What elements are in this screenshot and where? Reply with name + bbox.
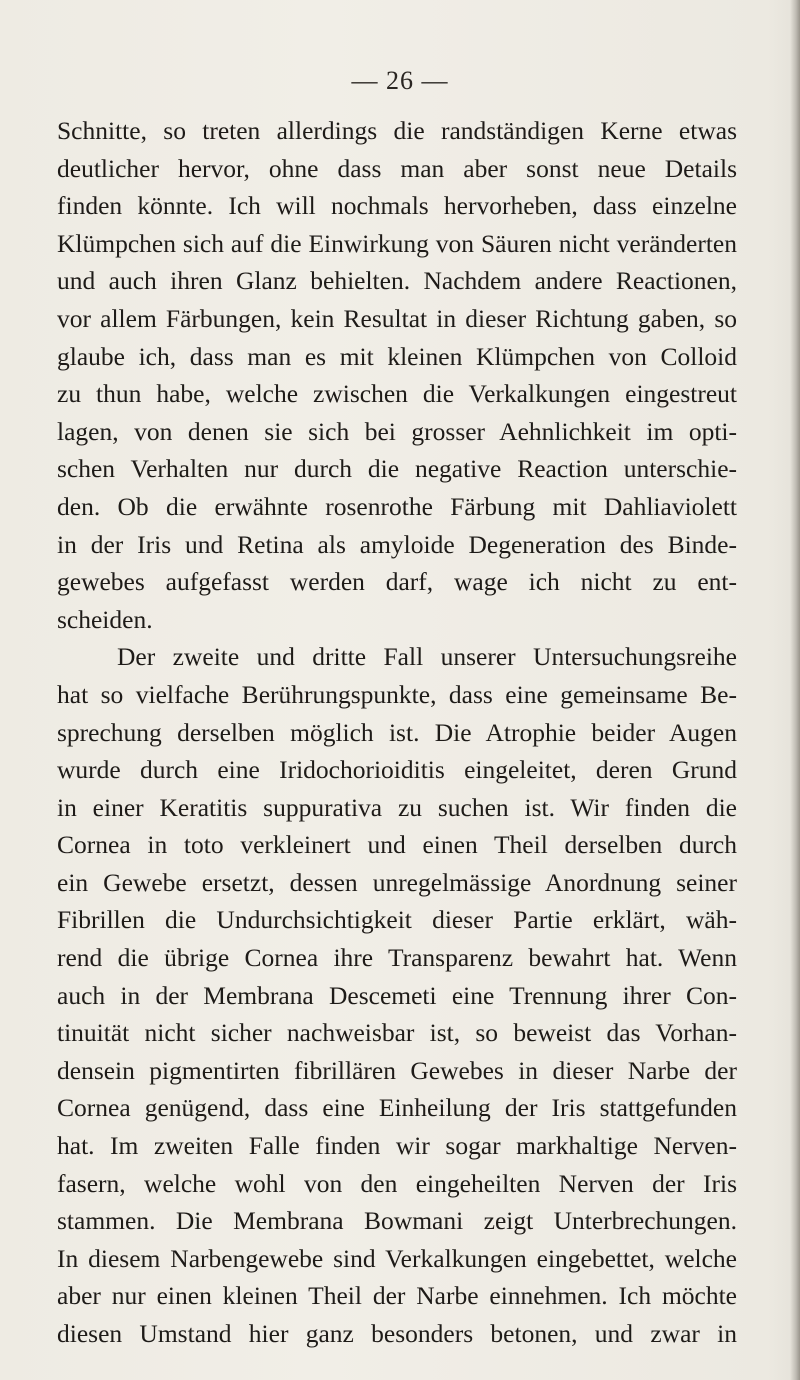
text-line: glaube ich, dass man es mit kleinen Klümpchen von Colloid: [57, 341, 737, 371]
text-line: tinuität nicht sicher nachweisbar ist, so beweist das Vorhan-: [57, 1018, 737, 1048]
text-line: Der zweite und dritte Fall unserer Untersuchungsreihe: [117, 642, 737, 672]
text-line: zu thun habe, welche zwischen die Verkalkungen eingestreut: [57, 379, 737, 409]
body-text: [57, 112, 737, 1353]
text-line: lagen, von denen sie sich bei grosser Aehnlichkeit im opti-: [57, 416, 737, 446]
text-line: diesen Umstand hier ganz besonders betonen, und zwar in: [57, 1319, 737, 1348]
text-line: in einer Keratitis suppurativa zu suchen ist. Wir finden die: [57, 792, 737, 822]
page-edge-shadow: [790, 0, 800, 1380]
text-line: finden könnte. Ich will nochmals hervorheben, dass einzelne: [57, 191, 737, 221]
text-line: hat so vielfache Berührungspunkte, dass eine gemeinsame Be-: [57, 679, 737, 709]
text-line: vor allem Färbungen, kein Resultat in dieser Richtung gaben, so: [57, 303, 737, 333]
text-line: Klümpchen sich auf die Einwirkung von Säuren nicht veränderten: [57, 228, 737, 258]
text-line: stammen. Die Membrana Bowmani zeigt Unterbrechungen.: [57, 1206, 737, 1236]
text-line: rend die übrige Cornea ihre Transparenz bewahrt hat. Wenn: [57, 943, 737, 973]
text-line: Fibrillen die Undurchsichtigkeit dieser Partie erklärt, wäh-: [57, 905, 737, 935]
text-line: scheiden.: [57, 604, 153, 634]
text-line: densein pigmentirten fibrillären Gewebes in dieser Narbe der: [57, 1055, 737, 1085]
text-line: In diesem Narbengewebe sind Verkalkungen eingebettet, welche: [57, 1243, 737, 1273]
text-line: fasern, welche wohl von den eingeheilten Nerven der Iris: [57, 1168, 737, 1198]
text-line: schen Verhalten nur durch die negative Reaction unterschie-: [57, 454, 737, 484]
text-line: auch in der Membrana Descemeti eine Trennung ihrer Con-: [57, 980, 737, 1010]
text-line: deutlicher hervor, ohne dass man aber sonst neue Details: [57, 153, 737, 183]
text-line: wurde durch eine Iridochorioiditis eingeleitet, deren Grund: [57, 755, 737, 785]
text-line: Cornea genügend, dass eine Einheilung der Iris stattgefunden: [57, 1093, 737, 1123]
text-line: ein Gewebe ersetzt, dessen unregelmässige Anordnung seiner: [57, 867, 737, 897]
text-line: Cornea in toto verkleinert und einen Theil derselben durch: [57, 830, 737, 860]
text-line: in der Iris und Retina als amyloide Degeneration des Binde-: [57, 529, 737, 559]
text-line: sprechung derselben möglich ist. Die Atrophie beider Augen: [57, 717, 737, 747]
text-line: und auch ihren Glanz behielten. Nachdem andere Reactionen,: [57, 266, 737, 296]
text-line: hat. Im zweiten Falle finden wir sogar markhaltige Nerven-: [57, 1131, 737, 1161]
text-line: gewebes aufgefasst werden darf, wage ich nicht zu ent-: [57, 567, 737, 597]
text-line: Schnitte, so treten allerdings die randständigen Kerne etwas: [57, 116, 737, 145]
text-line: aber nur einen kleinen Theil der Narbe einnehmen. Ich möchte: [57, 1281, 737, 1311]
page-number: — 26 —: [351, 66, 449, 95]
text-line: den. Ob die erwähnte rosenrothe Färbung mit Dahliaviolett: [57, 491, 737, 521]
